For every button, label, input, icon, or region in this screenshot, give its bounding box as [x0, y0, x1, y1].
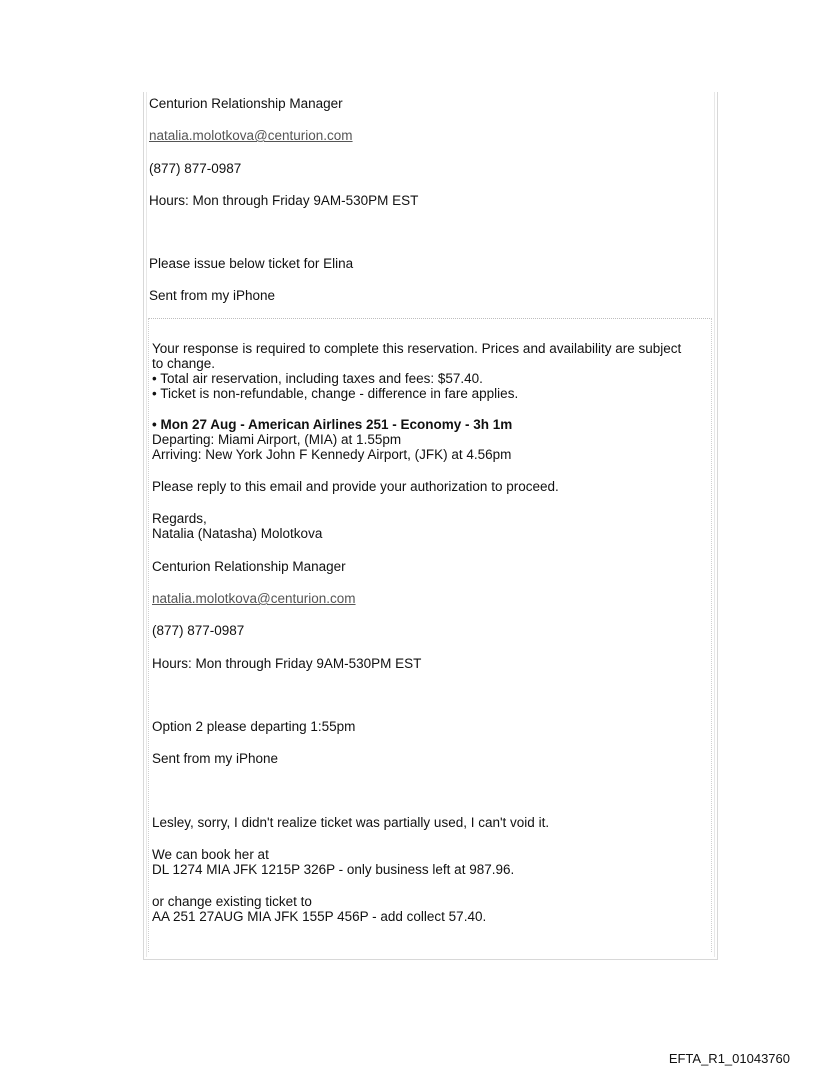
document-id: EFTA_R1_01043760: [668, 1051, 790, 1066]
option-sent-from-label: Sent from my iPhone: [152, 751, 279, 766]
apology-line: Lesley, sorry, I didn't realize ticket was partially used, I can't void it.: [152, 815, 550, 830]
change-option-american: AA 251 27AUG MIA JFK 155P 456P - add collect 57.40.: [152, 909, 487, 924]
reservation-intro-line2: to change.: [152, 356, 216, 371]
change-option-intro: or change existing ticket to: [152, 894, 312, 909]
signature-hours: Hours: Mon through Friday 9AM-530PM EST: [149, 193, 419, 208]
sent-from-label: Sent from my iPhone: [149, 288, 276, 303]
quoted-message-frame: [148, 318, 712, 952]
sender-name: Natalia (Natasha) Molotkova: [152, 526, 323, 541]
bullet-total-price: • Total air reservation, including taxes and fees: $57.40.: [152, 371, 483, 386]
booking-option-intro: We can book her at: [152, 847, 269, 862]
inner-signature-email-link[interactable]: natalia.molotkova@centurion.com: [152, 591, 356, 606]
flight-heading: • Mon 27 Aug - American Airlines 251 - Economy - 3h 1m: [152, 417, 513, 432]
flight-arriving: Arriving: New York John F Kennedy Airport, (JFK) at 4.56pm: [152, 447, 512, 462]
inner-signature-hours: Hours: Mon through Friday 9AM-530PM EST: [152, 656, 422, 671]
option-reply-message: Option 2 please departing 1:55pm: [152, 719, 356, 734]
flight-departing: Departing: Miami Airport, (MIA) at 1.55pm: [152, 432, 402, 447]
reply-message: Please issue below ticket for Elina: [149, 256, 354, 271]
authorization-request: Please reply to this email and provide your authorization to proceed.: [152, 479, 559, 494]
booking-option-delta: DL 1274 MIA JFK 1215P 326P - only business left at 987.96.: [152, 862, 515, 877]
regards-label: Regards,: [152, 511, 207, 526]
signature-email-link[interactable]: natalia.molotkova@centurion.com: [149, 128, 353, 143]
reservation-intro-line1: Your response is required to complete this reservation. Prices and availability are subject: [152, 341, 682, 356]
email-thread-frame: [143, 92, 718, 960]
inner-signature-phone: (877) 877-0987: [152, 623, 245, 638]
signature-title: Centurion Relationship Manager: [149, 96, 343, 111]
signature-phone: (877) 877-0987: [149, 161, 242, 176]
inner-signature-title: Centurion Relationship Manager: [152, 559, 346, 574]
bullet-ticket-terms: • Ticket is non-refundable, change - difference in fare applies.: [152, 386, 519, 401]
